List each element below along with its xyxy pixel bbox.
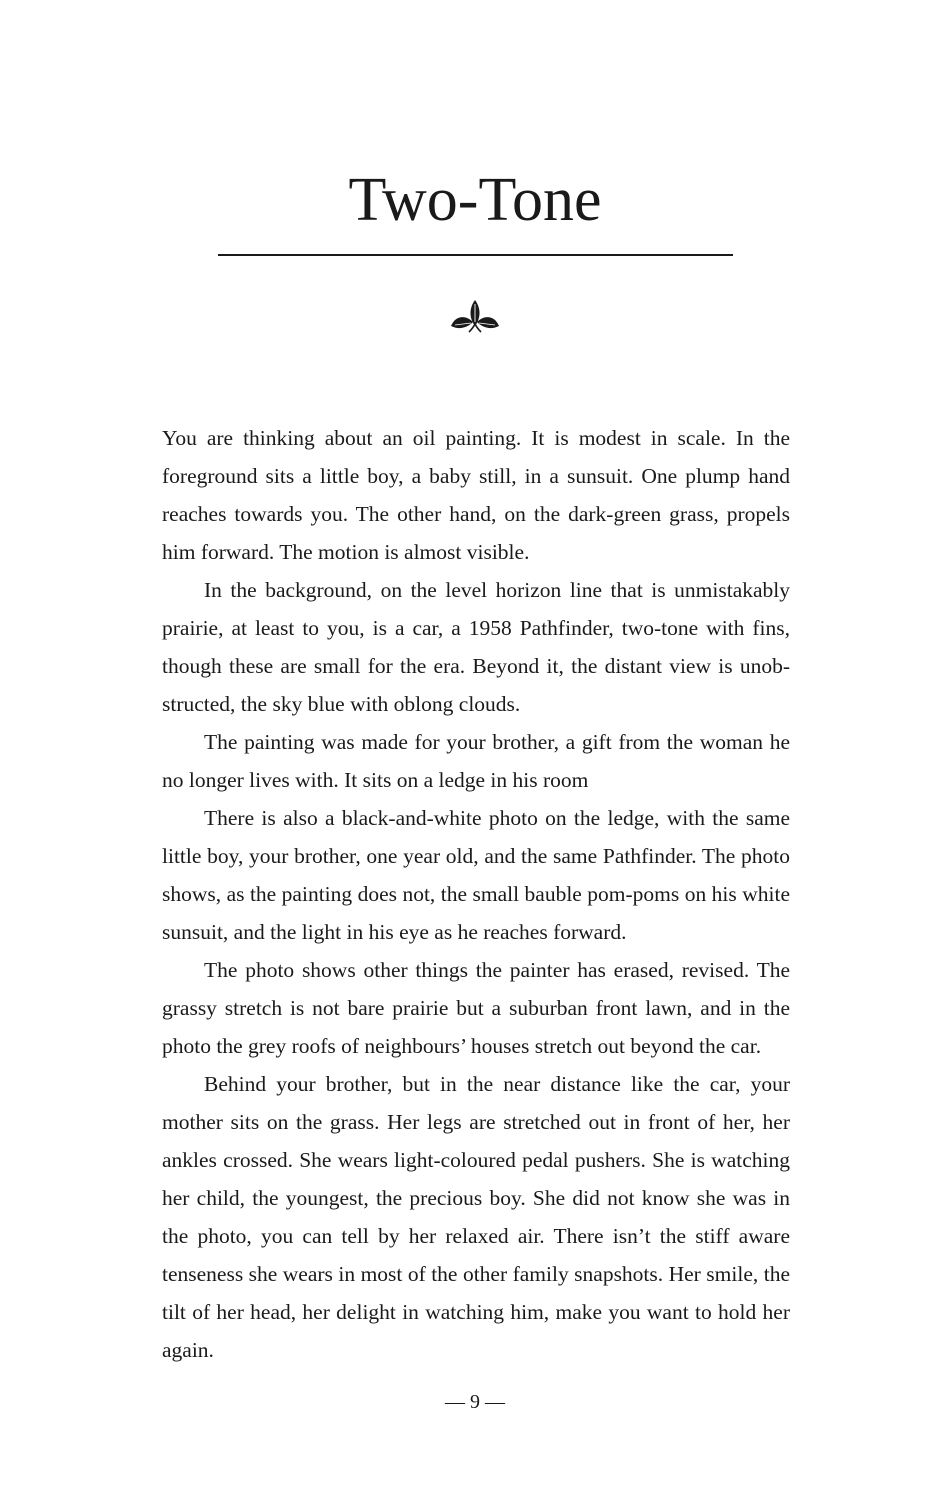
paragraph: In the background, on the level horizon line that is unmistakably prairie, at least to you, is a car, a 1958 Pathfinder, two-tone with fins, though these are small for the era. Beyond it, the distant view is unobstructed, the sky blue with oblong clouds. bbox=[162, 578, 790, 716]
paragraph: There is also a black-and-white photo on the ledge, with the same little boy, your brother, one year old, and the same Pathfinder. The photo shows, as the painting does not, the small bauble pom-poms on his white sunsuit, and the light in his eye as he reaches forward. bbox=[162, 806, 790, 944]
page-number: — 9 — bbox=[445, 1391, 505, 1413]
chapter-title: Two-Tone bbox=[348, 166, 602, 234]
paragraph: You are thinking about an oil painting. It is modest in scale. In the foreground sits a little boy, a baby still, in a sunsuit. One plump hand reaches towards you. The other hand, on the dark-green grass, propels him forward. The motion is almost visible. bbox=[162, 426, 790, 564]
body-text bbox=[162, 419, 790, 1369]
paragraph: Behind your brother, but in the near distance like the car, your mother sits on the grass. Her legs are stretched out in front of her, her ankles crossed. She wears light-coloured pedal pushers. She is watching her child, the youngest, the precious boy. She did not know she was in the photo, you can tell by her relaxed air. There isn’t the stiff aware tenseness she wears in most of the other family snapshots. Her smile, the tilt of her head, her delight in watching him, make you want to hold her again. bbox=[162, 1072, 790, 1362]
title-rule bbox=[218, 254, 733, 256]
paragraph: The photo shows other things the painter has erased, revised. The grassy stretch is not bare prairie but a suburban front lawn, and in the photo the grey roofs of neighbours’ houses stretch out beyond the car. bbox=[162, 958, 790, 1058]
paragraph: The painting was made for your brother, a gift from the woman he no longer lives with. It sits on a ledge in his room bbox=[162, 730, 790, 792]
leaf-fleuron-icon bbox=[449, 298, 501, 334]
